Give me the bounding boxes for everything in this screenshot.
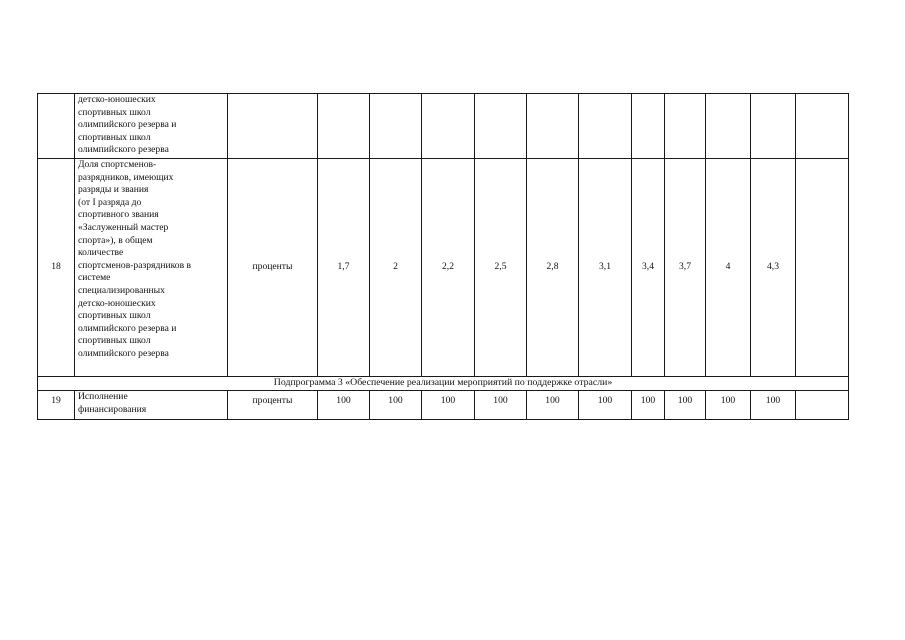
indicators-table [37,93,849,420]
value-cell-year-7 [632,94,665,159]
indicator-description-cell: Исполнение финансирования [75,391,228,420]
unit-cell: проценты [228,391,318,420]
value-cell-year-2 [370,94,422,159]
value-cell-year-6: 3,1 [579,159,632,377]
value-cell-year-4 [475,94,527,159]
value-cell-extra [796,391,849,420]
value-cell-year-8 [665,94,706,159]
value-cell-year-9: 4 [706,159,751,377]
value-cell-year-6: 100 [579,391,632,420]
row-number-cell: 18 [38,159,75,377]
value-cell-year-7: 3,4 [632,159,665,377]
value-cell-year-2: 2 [370,159,422,377]
value-cell-year-1 [318,94,370,159]
value-cell-year-9 [706,94,751,159]
value-cell-year-8: 100 [665,391,706,420]
value-cell-year-7: 100 [632,391,665,420]
value-cell-extra [796,159,849,377]
unit-cell: проценты [228,159,318,377]
value-cell-year-3: 2,2 [422,159,475,377]
row-number-cell [38,94,75,159]
value-cell-year-4: 2,5 [475,159,527,377]
table-row-continuation [38,94,849,159]
value-cell-year-10: 4,3 [751,159,796,377]
table-row-19 [38,391,849,420]
value-cell-year-3: 100 [422,391,475,420]
row-number-cell: 19 [38,391,75,420]
value-cell-extra [796,94,849,159]
value-cell-year-8: 3,7 [665,159,706,377]
value-cell-year-10 [751,94,796,159]
value-cell-year-5: 2,8 [527,159,579,377]
indicator-description-cell: детско-юношеских спортивных школ олимпийского резерва и спортивных школ олимпийского резерва [75,94,228,159]
value-cell-year-2: 100 [370,391,422,420]
indicator-description-cell: Доля спортсменов- разрядников, имеющих разряды и звания (от I разряда до спортивного звания «Заслуженный мастер спорта»), в общем количестве спортсменов-разрядников в системе специализированных детско-юношеских спортивных школ олимпийского резерва и спортивных школ олимпийского резерва [75,159,228,377]
value-cell-year-5 [527,94,579,159]
value-cell-year-10: 100 [751,391,796,420]
table-row-18 [38,159,849,377]
subprogram-heading: Подпрограмма 3 «Обеспечение реализации мероприятий по поддержке отрасли» [38,377,849,391]
value-cell-year-9: 100 [706,391,751,420]
value-cell-year-6 [579,94,632,159]
subprogram-heading-row [38,377,849,391]
unit-cell [228,94,318,159]
value-cell-year-3 [422,94,475,159]
value-cell-year-4: 100 [475,391,527,420]
value-cell-year-1: 100 [318,391,370,420]
value-cell-year-5: 100 [527,391,579,420]
value-cell-year-1: 1,7 [318,159,370,377]
